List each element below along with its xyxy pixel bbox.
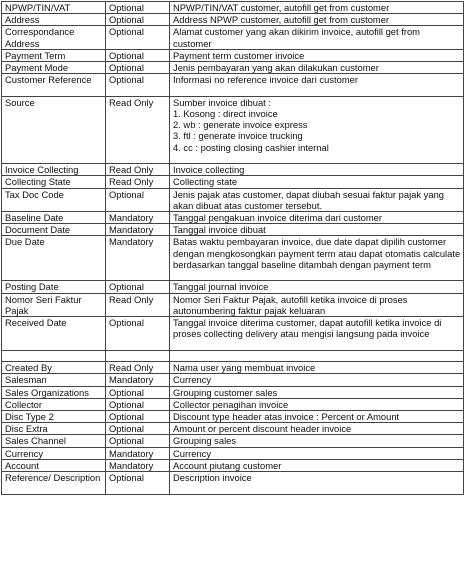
description-line: Account piutang customer: [173, 459, 282, 471]
field-name-cell: Source: [2, 96, 106, 163]
field-name-cell: Baseline Date: [2, 212, 106, 224]
table-row: [2, 14, 464, 26]
field-status-cell: Read Only: [106, 293, 170, 316]
description-line: Jenis pembayaran yang akan dilakukan customer: [173, 62, 379, 74]
table-row: [2, 26, 464, 49]
field-description-cell: [170, 398, 464, 410]
field-description-cell: [170, 293, 464, 316]
table-row: [2, 411, 464, 423]
field-description-cell: [170, 317, 464, 351]
table-row: [2, 350, 464, 361]
table-row: [2, 293, 464, 316]
field-description-cell: [170, 164, 464, 176]
field-name-cell: Document Date: [2, 224, 106, 236]
field-name-cell: Due Date: [2, 236, 106, 281]
description-line: Tanggal invoice dibuat: [173, 224, 266, 236]
description-line: Currency: [173, 374, 212, 386]
field-status-cell: Optional: [106, 423, 170, 435]
field-status-cell: Read Only: [106, 96, 170, 163]
description-line: NPWP/TIN/VAT customer, autofill get from customer: [173, 2, 390, 13]
field-status-cell: Optional: [106, 472, 170, 495]
field-name-cell: Correspondance Address: [2, 26, 106, 49]
field-description-cell: [170, 212, 464, 224]
field-description-cell: [170, 411, 464, 423]
field-name-cell: Account: [2, 459, 106, 471]
description-line: Collecting state: [173, 176, 238, 188]
table-row: [2, 317, 464, 351]
table-row: [2, 74, 464, 97]
field-description-cell: [170, 362, 464, 374]
field-name-cell: Received Date: [2, 317, 106, 351]
field-description-cell: [170, 74, 464, 97]
table-row: [2, 459, 464, 471]
field-status-cell: Read Only: [106, 164, 170, 176]
field-status-cell: Mandatory: [106, 212, 170, 224]
field-description-cell: [170, 224, 464, 236]
table-row: [2, 236, 464, 281]
field-status-cell: Optional: [106, 2, 170, 14]
field-name-cell: Customer Reference: [2, 74, 106, 97]
description-line: Tanggal invoice diterima customer, dapat autofill ketika invoice di proses collecting delivery atau mengisi langsung pada invoice: [173, 317, 442, 340]
description-line: Grouping sales: [173, 435, 237, 447]
field-specification-table: [1, 1, 464, 495]
description-line: Alamat customer yang akan dikirim invoice, autofill get from customer: [173, 26, 420, 49]
field-description-cell: [170, 423, 464, 435]
field-description-cell: [170, 2, 464, 14]
field-description-cell: [170, 447, 464, 459]
field-description-cell: [170, 26, 464, 49]
description-line: Description invoice: [173, 472, 252, 484]
field-description-cell: [170, 459, 464, 471]
description-line: 3. ftl : generate invoice trucking: [173, 130, 303, 142]
field-name-cell: Disc Extra: [2, 423, 106, 435]
field-status-cell: Optional: [106, 411, 170, 423]
field-name-cell: Reference/ Description: [2, 472, 106, 495]
field-status-cell: Optional: [106, 386, 170, 398]
field-status-cell: Optional: [106, 317, 170, 351]
table-row: [2, 447, 464, 459]
description-line: Amount or percent discount header invoice: [173, 423, 352, 435]
field-status-cell: [106, 350, 170, 361]
table-row: [2, 212, 464, 224]
field-description-cell: [170, 386, 464, 398]
field-name-cell: Tax Doc Code: [2, 188, 106, 211]
description-line: Currency: [173, 447, 212, 459]
field-name-cell: Sales Channel: [2, 435, 106, 447]
table-row: [2, 374, 464, 386]
description-line: Discount type header atas invoice : Percent or Amount: [173, 411, 400, 423]
field-status-cell: Read Only: [106, 362, 170, 374]
description-line: Informasi no reference invoice dari customer: [173, 74, 358, 86]
field-description-cell: [170, 49, 464, 61]
field-status-cell: Mandatory: [106, 236, 170, 281]
table-row: [2, 164, 464, 176]
description-line: Nama user yang membuat invoice: [173, 362, 316, 374]
table-row: [2, 362, 464, 374]
field-status-cell: Optional: [106, 281, 170, 293]
description-line: Invoice collecting: [173, 164, 245, 176]
table-row: [2, 224, 464, 236]
field-status-cell: Mandatory: [106, 374, 170, 386]
description-line: 2. wb : generate invoice express: [173, 119, 308, 131]
field-status-cell: Read Only: [106, 176, 170, 188]
field-status-cell: Optional: [106, 188, 170, 211]
field-name-cell: Sales Organizations: [2, 386, 106, 398]
table-row: [2, 435, 464, 447]
field-description-cell: [170, 96, 464, 163]
field-description-cell: [170, 281, 464, 293]
field-description-cell: [170, 236, 464, 281]
table-row: [2, 62, 464, 74]
field-name-cell: Address: [2, 14, 106, 26]
table-row: [2, 49, 464, 61]
field-name-cell: NPWP/TIN/VAT: [2, 2, 106, 14]
table-row: [2, 188, 464, 211]
field-name-cell: [2, 350, 106, 361]
description-line: 4. cc : posting closing cashier internal: [173, 141, 329, 153]
table-row: [2, 472, 464, 495]
field-status-cell: Optional: [106, 49, 170, 61]
field-description-cell: [170, 435, 464, 447]
field-status-cell: Optional: [106, 398, 170, 410]
table-row: [2, 176, 464, 188]
field-description-cell: [170, 62, 464, 74]
table-row: [2, 386, 464, 398]
field-description-cell: [170, 14, 464, 26]
field-name-cell: Payment Mode: [2, 62, 106, 74]
description-line: Payment term customer invoice: [173, 49, 305, 61]
field-status-cell: Optional: [106, 435, 170, 447]
field-name-cell: Posting Date: [2, 281, 106, 293]
field-name-cell: Nomor Seri Faktur Pajak: [2, 293, 106, 316]
field-description-cell: [170, 374, 464, 386]
field-status-cell: Mandatory: [106, 459, 170, 471]
table-row: [2, 398, 464, 410]
field-name-cell: Salesman: [2, 374, 106, 386]
field-description-cell: [170, 176, 464, 188]
field-description-cell: [170, 472, 464, 495]
description-line: 1. Kosong : direct invoice: [173, 108, 278, 120]
table-row: [2, 423, 464, 435]
description-line: Address NPWP customer, autofill get from customer: [173, 14, 390, 26]
field-name-cell: Created By: [2, 362, 106, 374]
field-status-cell: Optional: [106, 14, 170, 26]
field-status-cell: Mandatory: [106, 447, 170, 459]
description-line: Nomor Seri Faktur Pajak, autofill ketika invoice di proses autonumbering faktur pajak keluaran: [173, 293, 408, 316]
field-name-cell: Disc Type 2: [2, 411, 106, 423]
field-name-cell: Collector: [2, 398, 106, 410]
field-status-cell: Optional: [106, 26, 170, 49]
table-row: [2, 2, 464, 14]
description-line: Collector penagihan invoice: [173, 398, 289, 410]
table-row: [2, 96, 464, 163]
description-line: Grouping customer sales: [173, 386, 278, 398]
description-line: Sumber invoice dibuat :: [173, 96, 271, 108]
field-name-cell: Collecting State: [2, 176, 106, 188]
field-description-cell: [170, 350, 464, 361]
table-body: [2, 2, 464, 495]
field-status-cell: Optional: [106, 62, 170, 74]
description-line: Batas waktu pembayaran invoice, due date dapat dipilih customer dengan mengkosongkan payment term atau dapat otomatis calculate berdasarkan tanggal baseline ditambah dengan payment term: [173, 236, 461, 270]
field-status-cell: Mandatory: [106, 224, 170, 236]
field-name-cell: Invoice Collecting: [2, 164, 106, 176]
field-status-cell: Optional: [106, 74, 170, 97]
field-name-cell: Payment Term: [2, 49, 106, 61]
description-line: Tanggal pengakuan invoice diterima dari customer: [173, 212, 382, 224]
description-line: Jenis pajak atas customer, dapat diubah sesuai faktur pajak yang akan dibuat atas customer tersebut.: [173, 188, 444, 211]
field-description-cell: [170, 188, 464, 211]
description-line: Tanggal journal invoice: [173, 281, 269, 293]
table-row: [2, 281, 464, 293]
field-name-cell: Currency: [2, 447, 106, 459]
